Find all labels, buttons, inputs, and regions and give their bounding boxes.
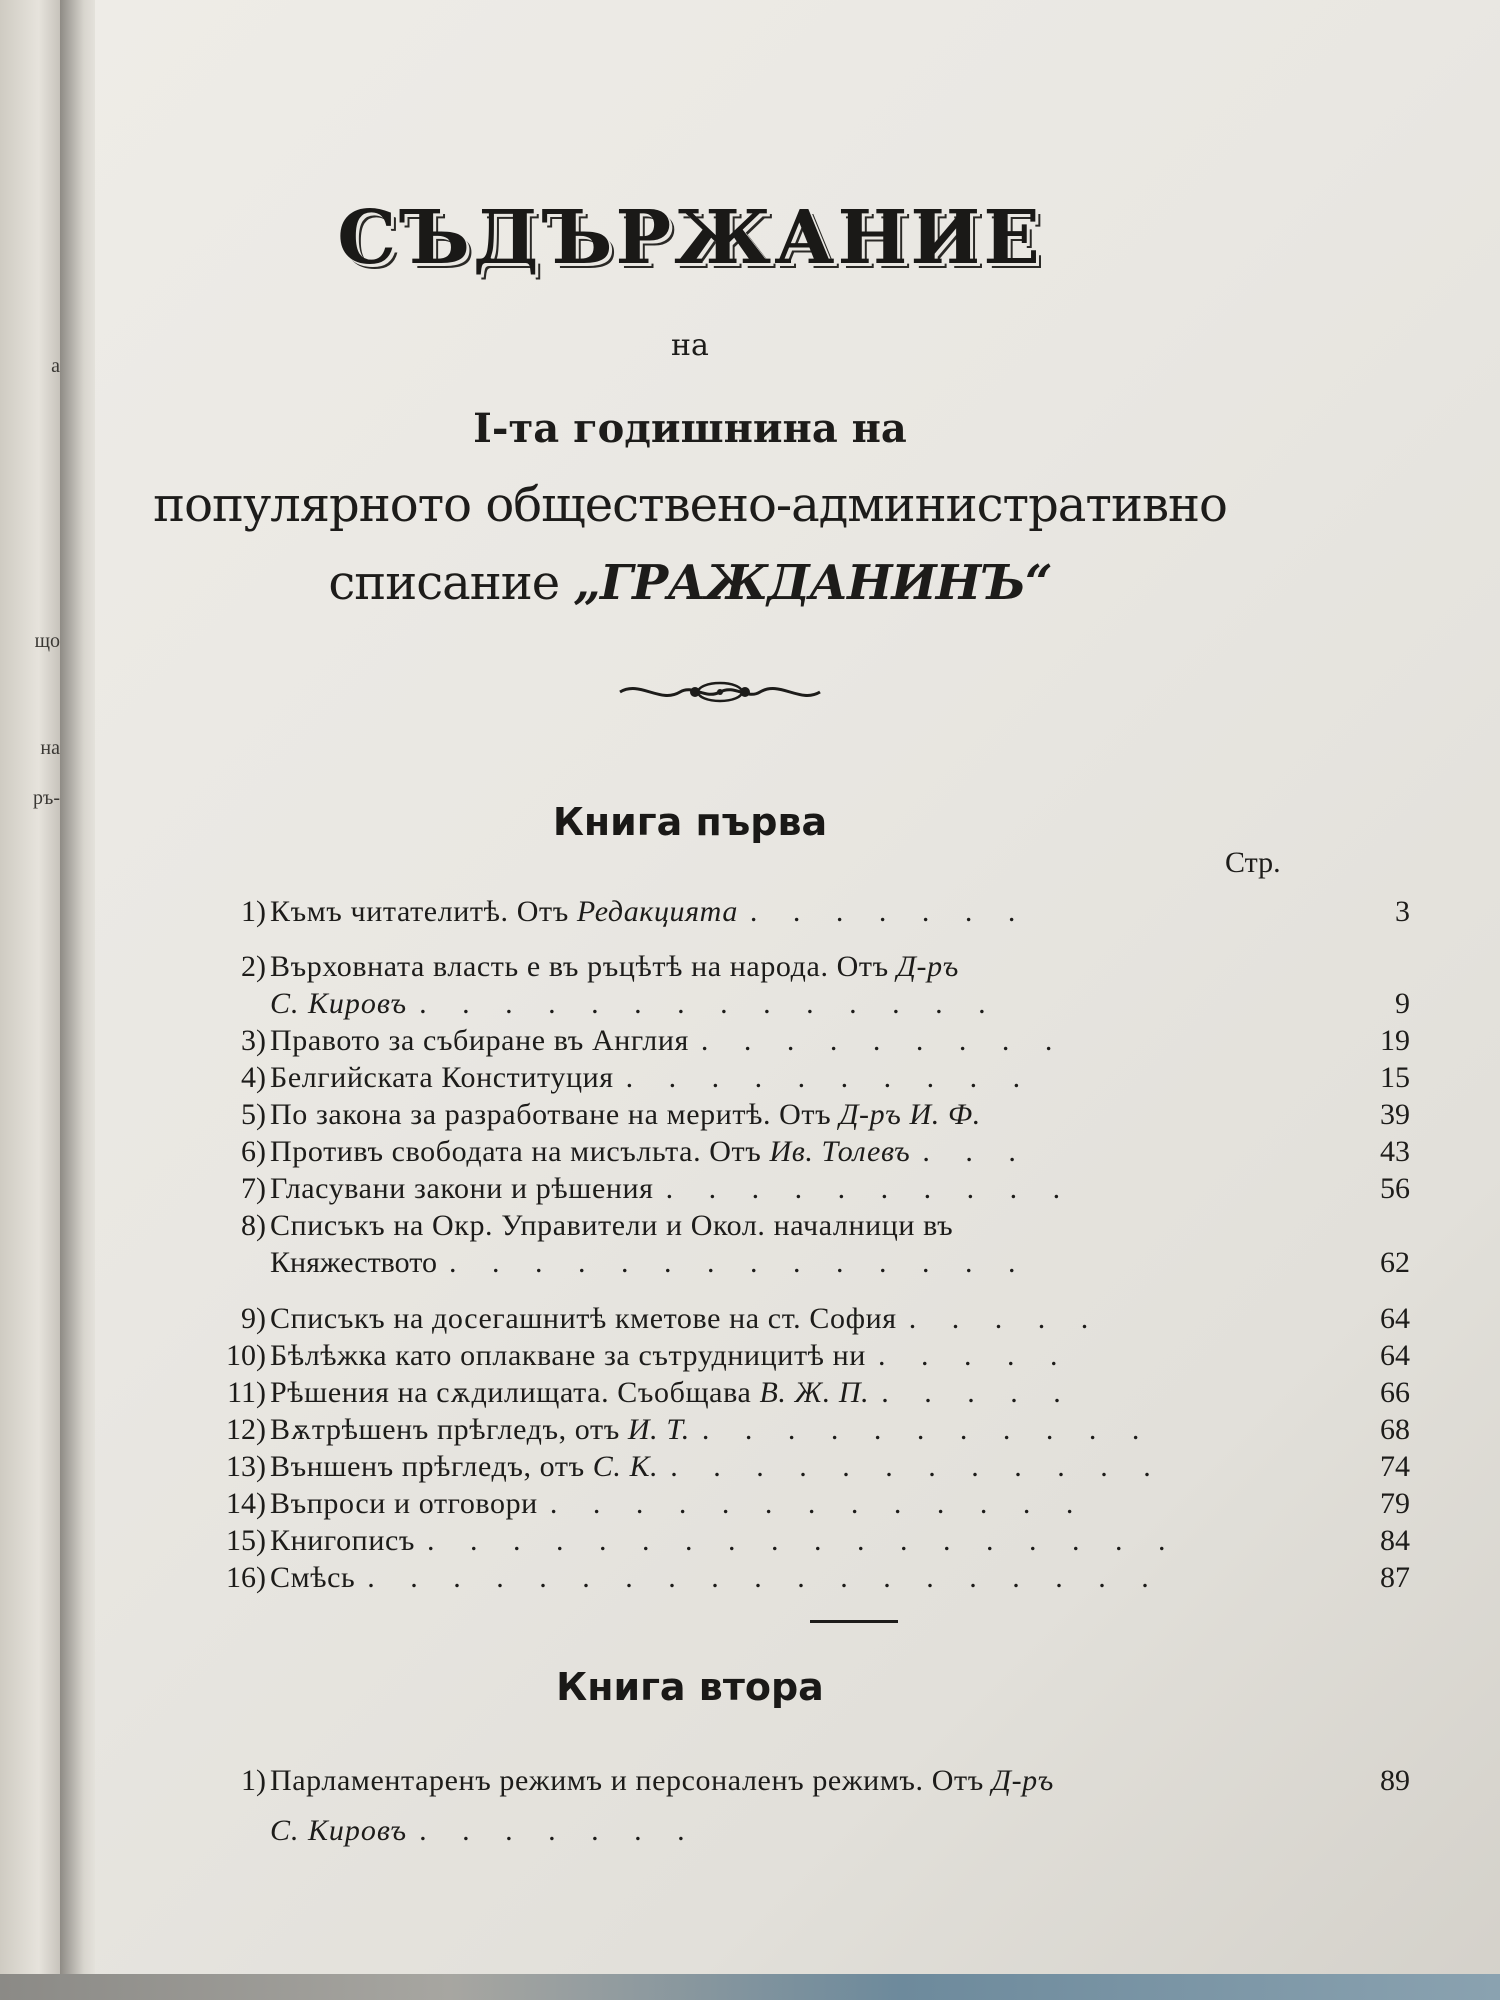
toc-entry <box>200 948 1410 985</box>
toc-entry-text <box>270 1411 1153 1448</box>
toc-leader-dots: . . . . . . . <box>749 895 1030 928</box>
toc-entry-author: Д-ръ <box>991 1764 1054 1797</box>
toc-entry-number: 12) <box>226 1413 266 1446</box>
toc-entry-page: 43 <box>1380 1135 1410 1168</box>
toc-entry-page: 19 <box>1380 1024 1410 1057</box>
toc-entry-number: 16) <box>226 1561 266 1594</box>
toc-entry-page: 68 <box>1380 1413 1410 1446</box>
subtitle-na: на <box>671 328 709 363</box>
toc-entry-number: 3) <box>241 1024 266 1057</box>
toc-entry-page: 74 <box>1380 1450 1410 1483</box>
toc-entry-text <box>270 1559 1163 1596</box>
toc-entry <box>200 1559 1410 1596</box>
toc-entry-text <box>270 1300 1102 1337</box>
subtitle-line1: популярното обществено-административно <box>153 477 1227 533</box>
toc-entry-text <box>270 1022 1066 1059</box>
toc-entry-number: 13) <box>226 1450 266 1483</box>
toc-entry-title: Противъ свободата на мисъльта. Отъ <box>270 1135 770 1168</box>
toc-entry <box>200 1374 1410 1411</box>
toc-entry-text <box>270 1133 1030 1170</box>
toc-entry-title: Бѣлѣжка като оплакване за сътрудницитѣ ни <box>270 1339 866 1372</box>
toc-entry <box>200 1133 1410 1170</box>
toc-entry-number: 14) <box>226 1487 266 1520</box>
toc-entry-number: 15) <box>226 1524 266 1557</box>
book1-heading: Книга първа <box>552 800 828 844</box>
toc-leader-dots: . . . . . . . . . . . . . . . . . . . <box>367 1561 1163 1594</box>
subtitle-godishnina: I-та годишнина на <box>473 405 907 452</box>
toc-leader-dots: . . . . . <box>877 1339 1072 1372</box>
toc-leader-dots: . . . . . <box>881 1376 1075 1409</box>
adjacent-page-fragment: ръ- <box>32 787 60 809</box>
toc-entry-number: 5) <box>241 1098 266 1131</box>
toc-entry-page: 15 <box>1380 1061 1410 1094</box>
toc-entry <box>200 1762 1410 1799</box>
toc-entry <box>200 1337 1410 1374</box>
toc-leader-dots: . . . . . . . . . . . . <box>670 1450 1165 1483</box>
toc-entry-text <box>270 1059 1034 1096</box>
toc-entry-text <box>270 1337 1071 1374</box>
toc-entry-page: 64 <box>1380 1302 1410 1335</box>
toc-entry-text <box>270 1485 1087 1522</box>
toc-entry-title: Външенъ прѣгледъ, отъ <box>270 1450 593 1483</box>
toc-entry-page: 87 <box>1380 1561 1410 1594</box>
toc-entry-page: 64 <box>1380 1339 1410 1372</box>
toc-entry-page: 3 <box>1395 895 1410 928</box>
toc-entry-text <box>270 1374 1075 1411</box>
toc-entry-author: Ив. Толевъ <box>769 1135 911 1168</box>
toc-entry-continuation <box>270 1244 1370 1281</box>
toc-entry-text <box>270 893 1029 930</box>
toc-entry-title: Вѫтрѣшенъ прѣгледъ, отъ <box>270 1413 628 1446</box>
toc-entry-author: Д-ръ <box>896 950 959 983</box>
toc-entry-author: Д-ръ И. Ф. <box>839 1098 981 1131</box>
toc-entry-title: Къмъ читателитѣ. Отъ <box>270 895 577 928</box>
toc-entry-title: Правото за събиране въ Англия <box>270 1024 689 1057</box>
toc-entry-page: 84 <box>1380 1524 1410 1557</box>
toc-entry-number: 8) <box>241 1209 266 1242</box>
toc-entry-number: 7) <box>241 1172 266 1205</box>
page-column-label: Стр. <box>1225 846 1281 879</box>
toc-entry-author: Редакцията <box>576 895 738 928</box>
toc-entry-page: 9 <box>1395 987 1410 1020</box>
contents-page <box>95 0 1500 2000</box>
toc-entry-text <box>270 948 959 985</box>
toc-leader-dots: . . . . . <box>908 1302 1103 1335</box>
subtitle-line2-prefix: списание <box>328 555 574 611</box>
toc-entry-text <box>270 1448 1165 1485</box>
toc-entry-page: 62 <box>1380 1246 1410 1279</box>
toc-entry-author: С. Кировъ <box>270 1814 408 1847</box>
adjacent-page-fragment: що <box>34 630 60 652</box>
toc-entry-author: И. Т. <box>627 1413 690 1446</box>
toc-entry-number: 11) <box>227 1376 266 1409</box>
toc-entry-title: Списъкъ на Окр. Управители и Окол. началници въ <box>270 1209 954 1242</box>
toc-entry-title: Върховната власть е въ ръцѣтѣ на народа. Отъ <box>270 950 897 983</box>
page-title: СЪДЪРЖАНИЕ <box>337 195 1043 281</box>
toc-leader-dots: . . . <box>922 1135 1030 1168</box>
toc-leader-dots: . . . . . . . . . . . <box>701 1413 1154 1446</box>
toc-entry-title: Смѣсь <box>270 1561 356 1594</box>
toc-entry-number: 10) <box>226 1339 266 1372</box>
toc-entry <box>200 1170 1410 1207</box>
toc-leader-dots: . . . . . . . . . . . . . <box>549 1487 1088 1520</box>
toc-entry-text <box>270 1096 981 1133</box>
toc-entry <box>200 1411 1410 1448</box>
toc-entry <box>200 1522 1410 1559</box>
toc-leader-dots: . . . . . . . . . . . . . . <box>448 1246 1030 1279</box>
toc-leader-dots: . . . . . . . . . . <box>625 1061 1035 1094</box>
toc-entry <box>200 893 1410 930</box>
toc-entry-title: Гласувани закони и рѣшения <box>270 1172 654 1205</box>
book2-heading: Книга втора <box>556 1665 824 1709</box>
section-divider-rule <box>810 1620 898 1623</box>
toc-entry-page: 39 <box>1380 1098 1410 1131</box>
toc-entry-title: Парламентаренъ режимъ и персоналенъ режимъ. Отъ <box>270 1764 992 1797</box>
toc-entry-text <box>270 1522 1180 1559</box>
journal-name: „ГРАЖДАНИНЪ“ <box>573 555 1052 611</box>
book-gutter <box>60 0 100 2000</box>
toc-entry <box>200 1448 1410 1485</box>
toc-entry-author: С. Кировъ <box>270 987 408 1020</box>
toc-entry-page: 79 <box>1380 1487 1410 1520</box>
toc-leader-dots: . . . . . . . . . . . . . . . . . . <box>427 1524 1180 1557</box>
toc-entry <box>200 1059 1410 1096</box>
toc-entry-number: 6) <box>241 1135 266 1168</box>
adjacent-page-fragment: на <box>40 737 60 759</box>
table-surface <box>0 1974 1500 2000</box>
toc-entry-title: По закона за разработване на меритѣ. Отъ <box>270 1098 840 1131</box>
toc-leader-dots: . . . . . . . . . . <box>665 1172 1075 1205</box>
toc-leader-dots: . . . . . . . <box>419 1814 699 1847</box>
toc-entry-continuation <box>270 1812 1370 1849</box>
toc-entry-title: Рѣшения на сѫдилищата. Съобщава <box>270 1376 760 1409</box>
toc-leader-dots: . . . . . . . . . . . . . . <box>419 987 1000 1020</box>
toc-entry-title: Белгийската Конституция <box>270 1061 614 1094</box>
toc-entry-number: 1) <box>241 1764 266 1797</box>
toc-entry-page: 66 <box>1380 1376 1410 1409</box>
toc-entry-number: 2) <box>241 950 266 983</box>
toc-entry-title: Списъкъ на досегашнитѣ кметове на ст. София <box>270 1302 897 1335</box>
toc-leader-dots: . . . . . . . . . <box>700 1024 1067 1057</box>
toc-entry <box>200 1300 1410 1337</box>
toc-entry-page: 89 <box>1380 1764 1410 1797</box>
toc-entry <box>200 1096 1410 1133</box>
toc-entry-title: Книгописъ <box>270 1524 416 1557</box>
toc-entry <box>200 1207 1410 1244</box>
toc-entry-author: В. Ж. П. <box>759 1376 870 1409</box>
toc-entry-text <box>270 1170 1074 1207</box>
toc-entry-page: 56 <box>1380 1172 1410 1205</box>
toc-entry-title: Княжеството <box>270 1246 437 1279</box>
toc-entry-continuation <box>270 985 1370 1022</box>
adjacent-page-fragment: а <box>51 355 60 377</box>
toc-entry-number: 9) <box>241 1302 266 1335</box>
toc-entry-text <box>270 1207 953 1244</box>
toc-entry-text <box>270 1762 1054 1799</box>
toc-entry <box>200 1022 1410 1059</box>
toc-entry <box>200 1485 1410 1522</box>
toc-entry-number: 4) <box>241 1061 266 1094</box>
toc-entry-author: С. К. <box>592 1450 659 1483</box>
toc-entry-number: 1) <box>241 895 266 928</box>
toc-entry-title: Въпроси и отговори <box>270 1487 538 1520</box>
